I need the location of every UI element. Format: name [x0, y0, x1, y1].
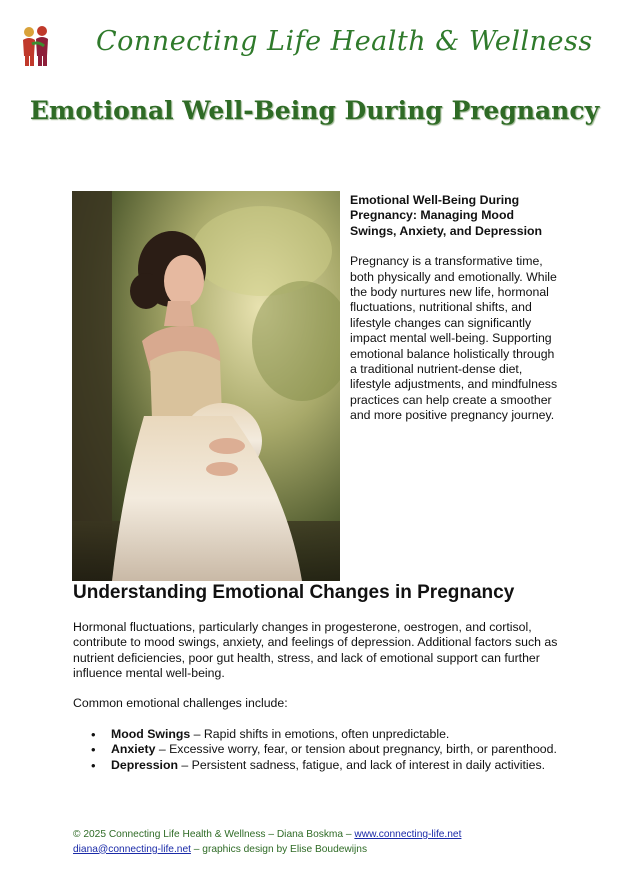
footer-credit: – graphics design by Elise Boudewijns: [190, 843, 368, 855]
list-item: [111, 758, 561, 773]
footer-line-2: [73, 843, 461, 858]
section-heading: Understanding Emotional Changes in Pregnancy: [73, 582, 515, 603]
page-title: Emotional Well-Being During Pregnancy: [29, 96, 600, 125]
section-paragraph-1: Hormonal fluctuations, particularly changes in progesterone, oestrogen, and cortisol, contribute to mood swings, anxiety, and feelings of depression. Additional factors such as nutrient deficiencies, poor gut health, stress, and lack of emotional support can further influence mental well-being.: [73, 620, 558, 681]
list-item: [111, 742, 561, 757]
email-link[interactable]: diana@connecting-life.net: [73, 843, 191, 855]
list-item-desc: – Excessive worry, fear, or tension about pregnancy, birth, or parenthood.: [155, 742, 557, 757]
list-item-term: Anxiety: [111, 742, 156, 757]
list-item: [111, 727, 561, 742]
list-item-term: Depression: [111, 757, 178, 772]
website-link[interactable]: www.connecting-life.net: [354, 829, 462, 840]
brand-name: Connecting Life Health & Wellness: [96, 26, 593, 57]
two-figures-logo-icon: [18, 24, 56, 68]
list-item-term: Mood Swings: [111, 727, 191, 741]
section-paragraph-2: Common emotional challenges include:: [73, 696, 288, 710]
list-item-desc: – Persistent sadness, fatigue, and lack of interest in daily activities.: [177, 757, 546, 772]
challenges-list: [111, 727, 561, 773]
intro-heading: Emotional Well-Being During Pregnancy: Managing Mood Swings, Anxiety, and Depression: [350, 193, 543, 238]
footer-line-1: [73, 828, 461, 843]
footer-copyright: © 2025 Connecting Life Health & Wellness – Diana Boskma –: [73, 829, 355, 840]
list-item-desc: – Rapid shifts in emotions, often unpredictable.: [190, 727, 450, 741]
intro-body: Pregnancy is a transformative time, both physically and emotionally. While the body nurtures new life, hormonal fluctuations, nutritional shifts, and lifestyle changes can significantly impact mental well-being. Supporting emotional balance holistically through a traditional nutrient-dense diet, lifestyle adjustments, and mindfulness practices can help create a smoother and more positive pregnancy journey.: [350, 254, 558, 423]
pregnant-woman-photo: [72, 191, 340, 581]
intro-block: [350, 193, 560, 424]
footer: [73, 828, 461, 857]
